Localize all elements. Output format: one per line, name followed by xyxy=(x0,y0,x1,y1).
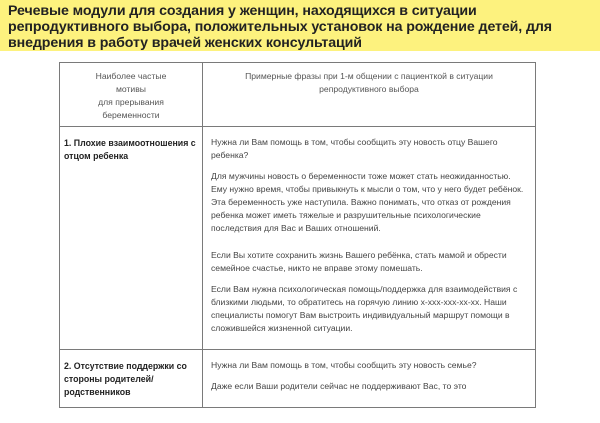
phrase-paragraph: Если Вы хотите сохранить жизнь Вашего ребёнка, стать мамой и обрести семейное счастье, никто не вправе этому помешать. xyxy=(211,250,507,273)
header-motives xyxy=(60,63,203,127)
header-motives-line: мотивы xyxy=(116,84,146,94)
header-phrases xyxy=(203,63,536,127)
motives-table xyxy=(59,62,536,408)
phrase-paragraph: Нужна ли Вам помощь в том, чтобы сообщить эту новость семье? xyxy=(211,360,477,370)
phrase-paragraph: Даже если Ваши родители сейчас не поддерживают Вас, то это xyxy=(211,381,467,391)
motive-cell: 2. Отсутствие поддержки со стороны родителей/ родственников xyxy=(60,350,203,408)
phrases-cell xyxy=(203,127,536,350)
header-motives-line: для прерывания xyxy=(98,97,164,107)
motive-cell: 1. Плохие взаимоотношения с отцом ребенка xyxy=(60,127,203,350)
title-banner xyxy=(0,0,600,51)
phrase-paragraph: Нужна ли Вам помощь в том, чтобы сообщить эту новость отцу Вашего ребенка? xyxy=(211,137,498,160)
phrases-cell xyxy=(203,350,536,408)
page-title: Речевые модули для создания у женщин, находящихся в ситуации репродуктивного выбора, положительных установок на рождение детей, для внедрения в работу врачей женских консультаций xyxy=(8,3,552,51)
table-header-row xyxy=(60,63,536,127)
table-row xyxy=(60,350,536,408)
phrase-paragraph: Для мужчины новость о беременности тоже может стать неожиданностью. Ему нужно время, чтобы привыкнуть к мысли о том, что у него будет ребёнок. Эта беременность уже наступила. Важно понимать, что отказ от рождения ребенка может иметь тяжелые и разрушительные психологические последствия для Вас и Ваших отношений. xyxy=(211,171,524,233)
table-row xyxy=(60,127,536,350)
header-phrases-line: репродуктивного выбора xyxy=(319,84,419,94)
header-motives-line: беременности xyxy=(102,110,160,120)
header-motives-line: Наиболее частые xyxy=(95,71,167,81)
phrase-paragraph: Если Вам нужна психологическая помощь/поддержка для взаимодействия с близкими людьми, то обратитесь на горячую линию х-ххх-ххх-хх-хх. Наши специалисты помогут Вам выстроить индивидуальный маршрут помощи в сложившейся жизненной ситуации. xyxy=(211,284,518,333)
motives-table-container xyxy=(59,62,535,408)
header-phrases-line: Примерные фразы при 1-м общении с пациенткой в ситуации xyxy=(245,71,493,81)
